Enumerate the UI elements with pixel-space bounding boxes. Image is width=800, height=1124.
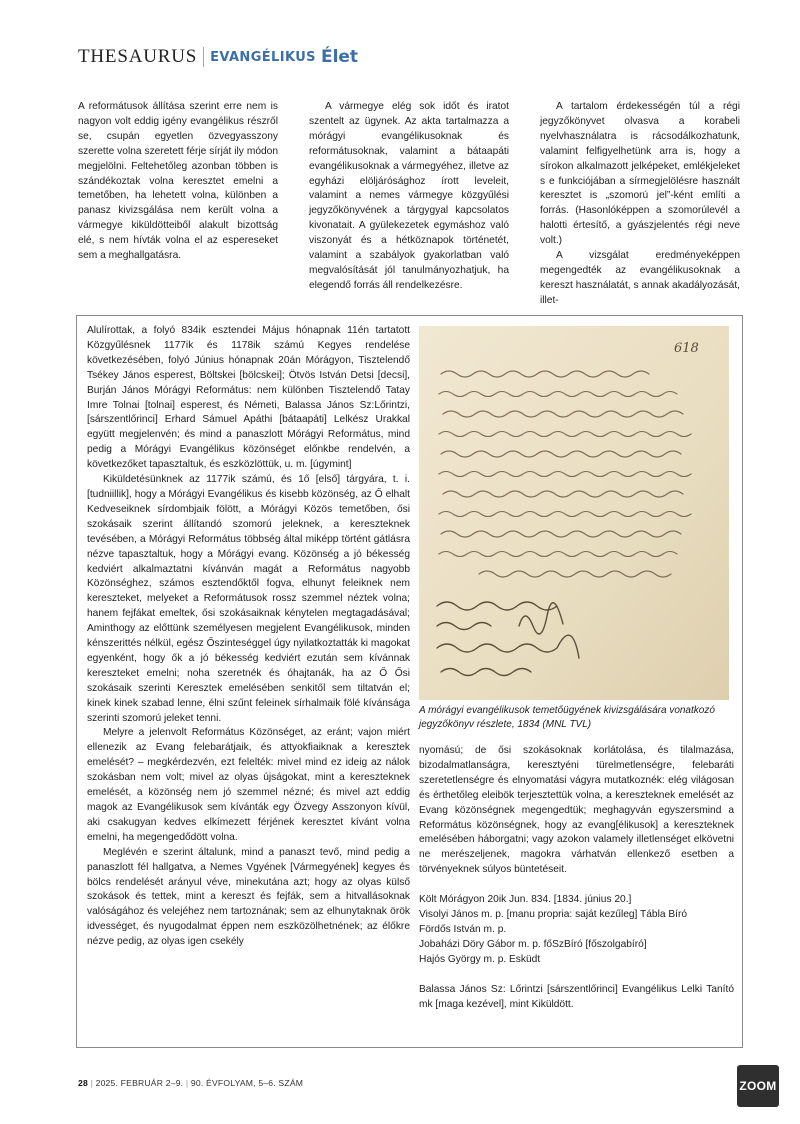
- body-paragraph: A vizsgálat eredményeképpen megengedték az evangélikusoknak a kereszt használatát, s annak akadályozását, illet-: [540, 250, 740, 306]
- document-paragraph: Alulírottak, a folyó 834ik esztendei Május hónapnak 11én tartatott Közgyűlésnek 1177ik és 1178ik számú Kegyes rendelése következésében, folyó Június hónapnak 20án Mórágyon, Tisztelendő Tsékey János esperest, Böltskei [bölcskei]; Ötvös István Detsi [decsi], Burján János Mórágyi Református: nem különben Tisztelendő Tatay Imre Tolnai [tolnai] esperest, és Németi, Balassa János Sz:Lőrintzi, [sárszentlőrinci] Erhard Sámuel Apáthi [bátaapáti] Lelkész Urakkal együtt megjelenvén; és mind a panaszlott Mórágyi Református, mind pedig a Mórágyi Evangélikus közönséget előnkbe rendelvén, a következőket tapasztaltuk, és eszközlöttük, u. m. [úgymint]: [87, 325, 410, 471]
- manuscript-photo: [419, 326, 729, 700]
- body-paragraph: A vármegye elég sok időt és iratot szentelt az ügynek. Az akta tartalmazza a mórágyi evangélikusoknak és reformátusoknak, valamint a bátaapáti evangélikusoknak a vármegyéhez, illetve az egyházi elöljárósághoz írott leveleit, valamint a nemes vármegye közgyűlési jegyzőkönyvének a tárgygyal kapcsolatos kivonatait. A gyülekezetek egymáshoz való viszonyát és a hétköznapok történetét, valamint a szabályok gyakorlatban való megvalósítását jól tanulmányozhatjuk, ha elegendő forrás áll rendelkezésre.: [309, 101, 509, 291]
- section-name: EVANGÉLIKUS: [210, 49, 316, 65]
- masthead: [78, 44, 358, 70]
- issue-volume: 90. ÉVFOLYAM, 5–6. SZÁM: [190, 1078, 304, 1088]
- signature-line: Visolyi János m. p. [manu propria: saját kezűleg] Tábla Bíró: [419, 909, 688, 921]
- masthead-divider: [203, 47, 204, 67]
- photo-caption: A mórágyi evangélikusok temetőügyének kivizsgálására vonatkozó jegyzőkönyv részlete, 1834 (MNL TVL): [419, 705, 715, 730]
- page-number: 28: [78, 1078, 88, 1088]
- manuscript-image: [419, 326, 729, 700]
- manuscript-number: 618: [674, 341, 699, 356]
- document-paragraph: Kiküldetésünknek az 1177ik számú, és 1ő [első] tárgyára, t. i. [tudniillik], hogy a Mórágyi Evangélikus és kisebb közönség, az Ő elhalt Kedveseiknek sírdombjaik fölött, a Mórágyi Közös temetőben, ősi szokásaik szerint állítandó szomorú jeleknek, a kereszteknek tevésében, a Mórágyi Református többség által miképp történt gátlásra nézve tapasztaltuk, hogy a Mórágyi evang. Közönség a jó békesség kedviért alkalmaztatni kívánván magát a Református nagyobb Közönséghez, számos esztendőktől fogva, elhunyt feleiknek nem kereszteket, melyeket a Reformátusok rossz szemmel néztek volna; hanem fejfákat emeltek, ősi szokásaiknak kénytelen megtagadásával; Aminthogy az előttünk személyesen megjelent Evangélikusok, minden kénszerittés nélkül, egész Őszinteséggel úgy nyilatkoztatták ki magokat egyenként, hogy ők a jó békesség kedviért ezután sem kívánnak kereszteket emelni; noha szeretnék és óhajtanák, ha az Ő Ősi szokásaik szerinti Keresztek emelésében senkitől sem tiltatván el; kinek kinek szabad lenne, élni szűnt feleinek sírhalmaik fölé kívánsága szerinti szomorú jeleket tenni.: [87, 474, 410, 724]
- body-paragraph: A tartalom érdekességén túl a régi jegyzőkönyvet olvasva a korabeli nyelvhasználatra is rácsodálkozhatunk, valamint felfigyelhetünk arra is, hogy a sírokon alkalmazott jelképeket, emlékjeleket s e funkciójában a sírmegjelölésre használt keresztet is „szomorú jel”-ként említi a forrás. (Hasonlóképpen a szomorúlevél a halotti értesítő, a gyászjelentés régi neve volt.): [540, 101, 740, 247]
- signature-line: Jobaházi Döry Gábor m. p. főSzBíró [főszolgabíró]: [419, 938, 647, 950]
- top-column-2: [309, 100, 509, 294]
- closing-line: Balassa János Sz: Lőrintzi [sárszentlőrinci] Evangélikus Lelki Tanító mk [maga kezével], mint Kiküldött.: [419, 983, 734, 1010]
- signature-line: Fördős István m. p.: [419, 923, 507, 935]
- document-text-right: [419, 744, 734, 1013]
- document-paragraph: nyomású; de ősi szokásoknak korlátolása, és tilalmazása, bizodalmatlanságra, keresztyéni türelmetlenségre, felebaráti szeretetlenségre és elnyomatási vágyra mutatkoznék: elég világosan és érthetőleg eleibök terjesztettük volna, a kereszteknek emelését az Evang közönségnek megengedtük; meghagyván egyszersmind a Református közönségnek, hogy az evang[élikusok] a kereszteknek emelésében háborgatni; vagy azokon valamely illetlenséget elkövetni ne merészeljenek, magokra várhatván ellenkező esetben a törvényeknek súlyos büntetéseit.: [419, 745, 734, 876]
- document-box: [76, 315, 743, 1048]
- issue-date: 2025. FEBRUÁR 2–9.: [95, 1078, 184, 1088]
- zoom-badge: [737, 1065, 779, 1107]
- body-paragraph: A reformátusok állítása szerint erre nem is nagyon volt eddig igény evangélikus részről se, csupán egyetlen özvegyasszony szerette volna szeretett férje sírját ily módon megjelölni. Feltehetőleg azonban többen is szándékoztak volna keresztet emelni a temetőben, ha lehetett volna, különben a panasz kivizsgálása nem került volna a vármegye kiküldötteiből alakult bizottság elé, s nem hívták volna el az espereseket sem a meghallgatásra.: [78, 101, 278, 262]
- zoom-badge-label: ZOOM: [739, 1079, 777, 1093]
- page-footer: 28 | 2025. FEBRUÁR 2–9. | 90. ÉVFOLYAM, 5–6. SZÁM: [78, 1078, 304, 1088]
- signature-line: Hajós György m. p. Esküdt: [419, 953, 541, 965]
- document-paragraph: Meglévén e szerint általunk, mind a panaszt tevő, mind pedig a panaszlott fél hallgatva, a Nemes Vgyének [Vármegyének] kegyes és bölcs rendelését arányul véve, minekutána azt; hogy az olyas külső szokások és tettek, mint a kereszt és fejfák, sem a hitvallásoknak valóságához és velejéhez nem tartoznának; sem az elhunytaknak örök idvességet, és nyugodalmat éppen nem eszközölhetnének; az élőkre nézve pedig, az olyas igen csekély: [87, 846, 410, 948]
- top-column-1: [78, 100, 278, 264]
- publication-title: THESAURUS: [78, 46, 198, 67]
- document-text-left: [87, 324, 410, 950]
- signature-line: Költ Mórágyon 20ik Jun. 834. [1834. június 20.]: [419, 894, 632, 906]
- document-paragraph: Melyre a jelenvolt Református Közönséget, az eránt; vajon miért ellenezik az Evang felebarátjaik, és attyokfiaiknak a keresztek emelését? – megkérdezvén, ezt felelték: mivel mind ez ideig az nálok szokásban nem volt; mivel az olyas újságokat, mint a kereszteknek emelését, a közönség nem jó szemmel nézné; és mivel azt eddig magok az Evangélikusok sem kívánták egy Özvegy Asszonyon kívül, aki csakugyan kedves elkímezett férjének keresztet kívánt volna emelni, ha megengedődött volna.: [87, 727, 410, 843]
- top-column-3: [540, 100, 740, 309]
- section-name-word: Élet: [320, 47, 359, 67]
